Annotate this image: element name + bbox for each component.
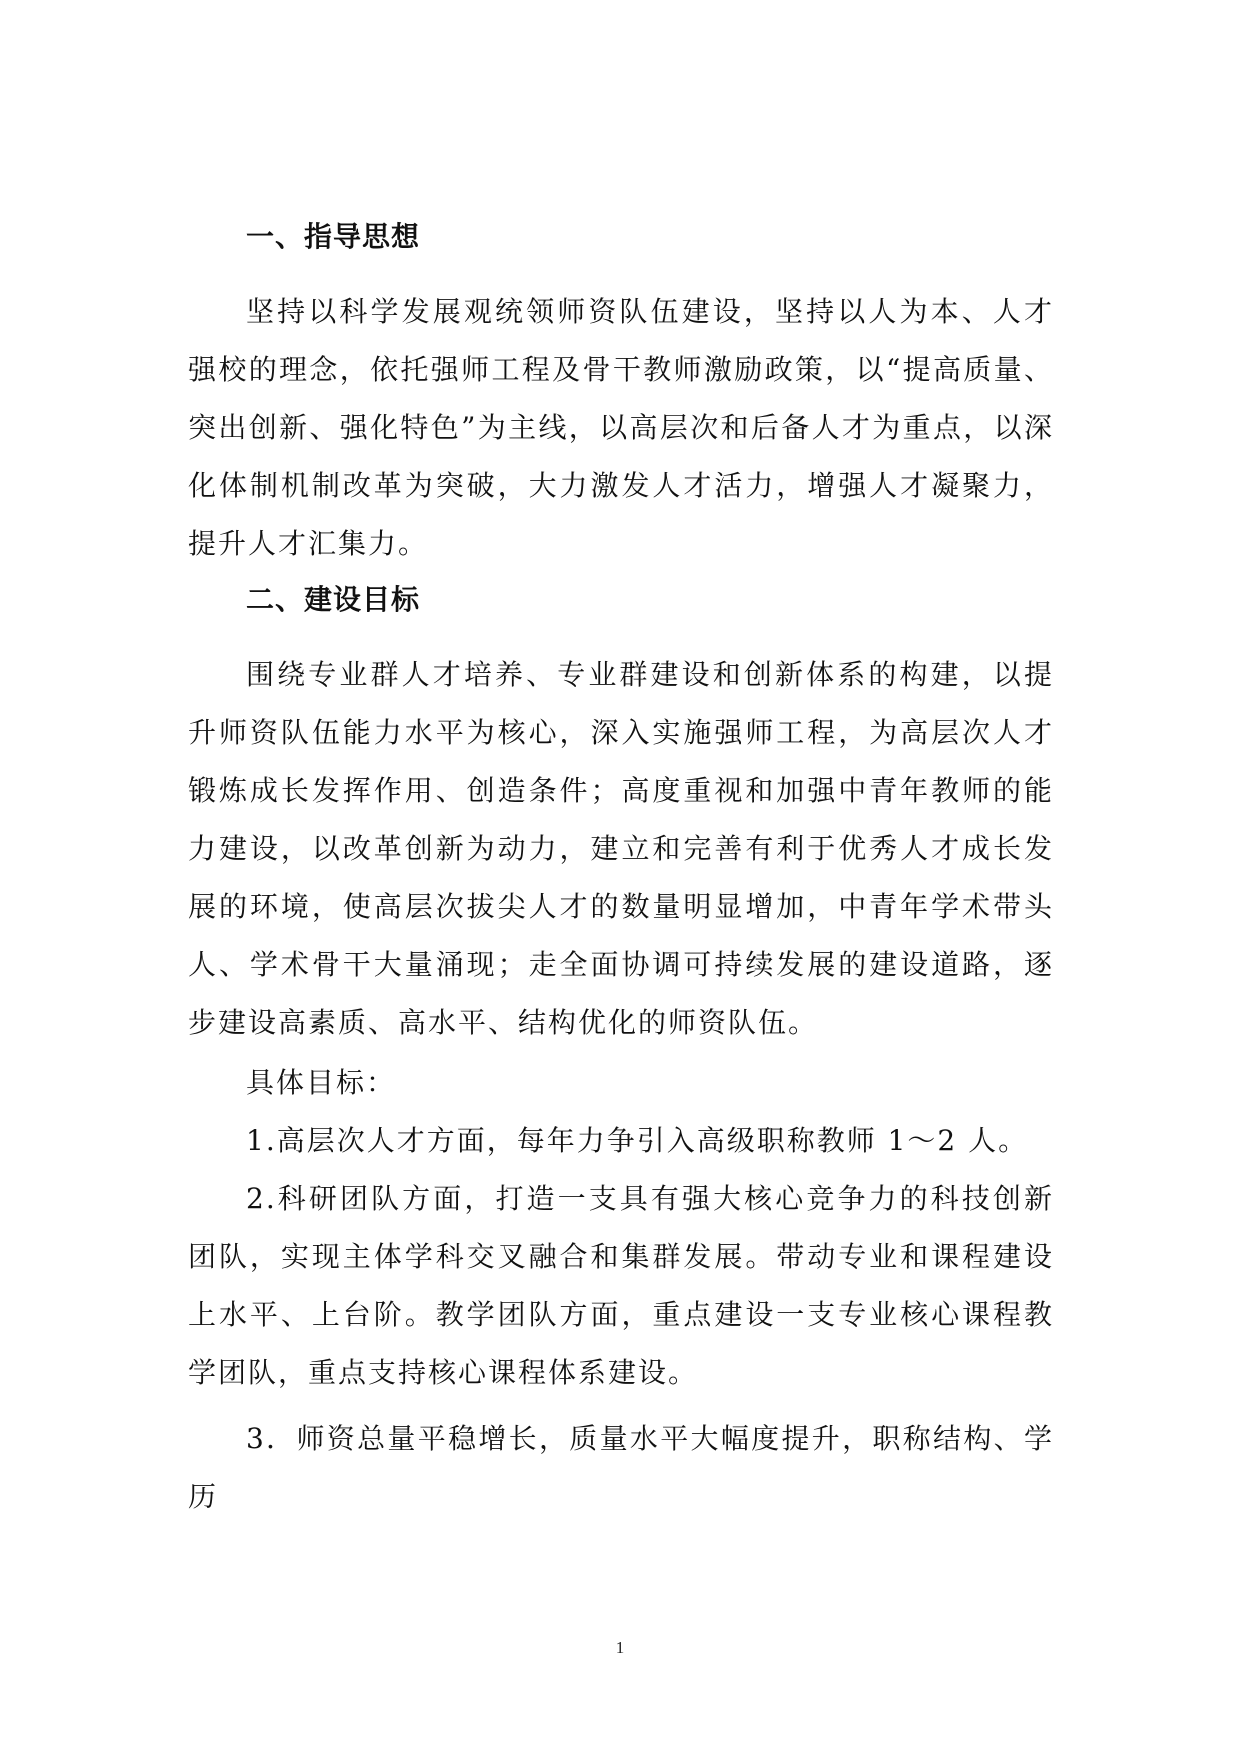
goal-item-3: 3．师资总量平稳增长，质量水平大幅度提升，职称结构、学历 [188, 1422, 1054, 1513]
paragraph-guiding-ideology: 坚持以科学发展观统领师资队伍建设，坚持以人为本、人才强校的理念，依托强师工程及骨干教师激励政策，以“提高质量、突出创新、强化特色”为主线，以高层次和后备人才为重点，以深化体制机制改革为突破，大力激发人才活力，增强人才凝聚力，提升人才汇集力。 [188, 295, 1054, 560]
goal-item-2: 2.科研团队方面，打造一支具有强大核心竞争力的科技创新团队，实现主体学科交叉融合和集群发展。带动专业和课程建设上水平、上台阶。教学团队方面，重点建设一支专业核心课程教学团队，重点支持核心课程体系建设。 [188, 1182, 1054, 1389]
paragraph-construction-goals: 围绕专业群人才培养、专业群建设和创新体系的构建，以提升师资队伍能力水平为核心，深入实施强师工程，为高层次人才锻炼成长发挥作用、创造条件；高度重视和加强中青年教师的能力建设，以改革创新为动力，建立和完善有利于优秀人才成长发展的环境，使高层次拔尖人才的数量明显增加，中青年学术带头人、学术骨干大量涌现；走全面协调可持续发展的建设道路，逐步建设高素质、高水平、结构优化的师资队伍。 [188, 658, 1054, 1039]
section-heading-guiding-ideology: 一、指导思想 [246, 220, 421, 253]
goal-item-1: 1.高层次人才方面，每年力争引入高级职称教师 1～2 人。 [246, 1124, 1029, 1157]
section-heading-construction-goals: 二、建设目标 [246, 583, 421, 616]
page-number: 1 [615, 1638, 625, 1657]
specific-goals-label: 具体目标： [246, 1066, 397, 1099]
document-body [188, 222, 1054, 1526]
